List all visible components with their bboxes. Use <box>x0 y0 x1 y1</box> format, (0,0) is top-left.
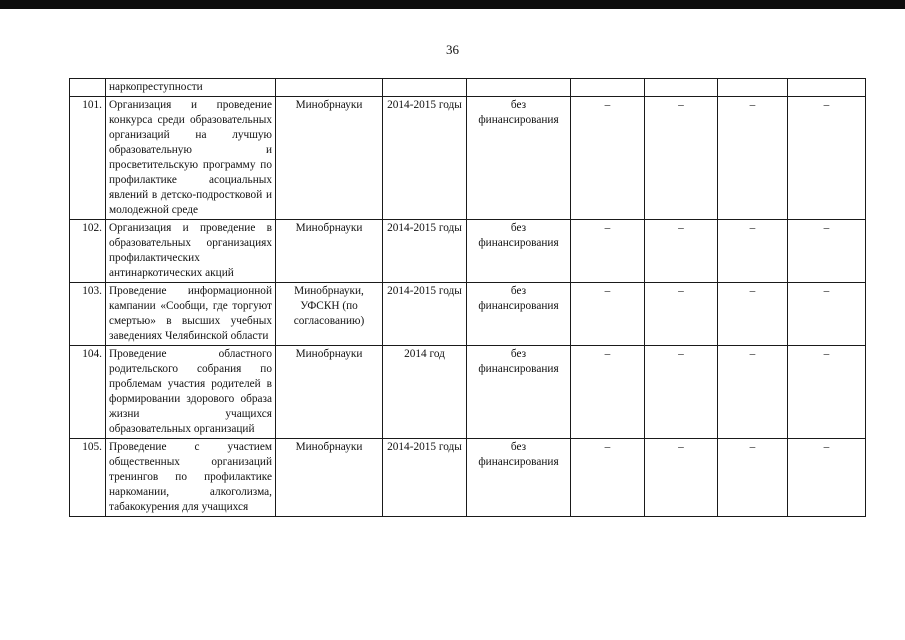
row-value-2: – <box>645 97 718 220</box>
row-executor <box>276 79 383 97</box>
table-row <box>70 346 866 439</box>
row-description: Организация и проведение в образовательных организациях профилактических антинаркотических акций <box>106 220 276 283</box>
row-executor: Минобрнауки, УФСКН (по согласованию) <box>276 283 383 346</box>
row-num: 104. <box>70 346 106 439</box>
row-num: 101. <box>70 97 106 220</box>
row-value-2 <box>645 79 718 97</box>
row-funding: без финансирования <box>467 439 571 517</box>
table-body <box>70 79 866 517</box>
row-funding: без финансирования <box>467 346 571 439</box>
row-executor: Минобрнауки <box>276 439 383 517</box>
row-value-2: – <box>645 220 718 283</box>
page-number: 36 <box>446 42 459 57</box>
top-border-bar <box>0 0 905 9</box>
row-executor: Минобрнауки <box>276 346 383 439</box>
row-num: 105. <box>70 439 106 517</box>
row-value-2: – <box>645 439 718 517</box>
row-value-1 <box>571 79 645 97</box>
row-value-4: – <box>788 283 866 346</box>
row-num: 103. <box>70 283 106 346</box>
row-funding <box>467 79 571 97</box>
row-value-1: – <box>571 220 645 283</box>
row-period <box>383 79 467 97</box>
row-value-1: – <box>571 439 645 517</box>
row-value-1: – <box>571 346 645 439</box>
table-row <box>70 97 866 220</box>
row-funding: без финансирования <box>467 283 571 346</box>
row-funding: без финансирования <box>467 220 571 283</box>
row-value-2: – <box>645 346 718 439</box>
row-value-1: – <box>571 97 645 220</box>
row-funding: без финансирования <box>467 97 571 220</box>
row-value-4: – <box>788 346 866 439</box>
row-num: 102. <box>70 220 106 283</box>
row-value-1: – <box>571 283 645 346</box>
row-description: Проведение областного родительского собрания по проблемам участия родителей в формировании здорового образа жизни учащихся образовательных организаций <box>106 346 276 439</box>
row-num <box>70 79 106 97</box>
row-description: Проведение с участием общественных организаций тренингов по профилактике наркомании, алкоголизма, табакокурения для учащихся <box>106 439 276 517</box>
row-value-4 <box>788 79 866 97</box>
row-period: 2014-2015 годы <box>383 439 467 517</box>
row-value-4: – <box>788 439 866 517</box>
table-row <box>70 283 866 346</box>
row-period: 2014-2015 годы <box>383 97 467 220</box>
row-period: 2014-2015 годы <box>383 220 467 283</box>
row-description: Организация и проведение конкурса среди образовательных организаций на лучшую образовательную и просветительскую программу по профилактике асоциальных явлений в детско-подростковой и молодежной среде <box>106 97 276 220</box>
row-period: 2014 год <box>383 346 467 439</box>
row-description: наркопреступности <box>106 79 276 97</box>
row-value-3: – <box>718 97 788 220</box>
measures-table <box>69 78 866 517</box>
table-row <box>70 220 866 283</box>
row-value-3: – <box>718 346 788 439</box>
row-period: 2014-2015 годы <box>383 283 467 346</box>
row-description: Проведение информационной кампании «Сообщи, где торгуют смертью» в высших учебных заведениях Челябинской области <box>106 283 276 346</box>
row-value-2: – <box>645 283 718 346</box>
row-executor: Минобрнауки <box>276 220 383 283</box>
row-value-3: – <box>718 283 788 346</box>
table-row <box>70 439 866 517</box>
row-value-4: – <box>788 220 866 283</box>
row-executor: Минобрнауки <box>276 97 383 220</box>
row-value-3 <box>718 79 788 97</box>
row-value-4: – <box>788 97 866 220</box>
row-value-3: – <box>718 439 788 517</box>
row-value-3: – <box>718 220 788 283</box>
table-row-continuation <box>70 79 866 97</box>
